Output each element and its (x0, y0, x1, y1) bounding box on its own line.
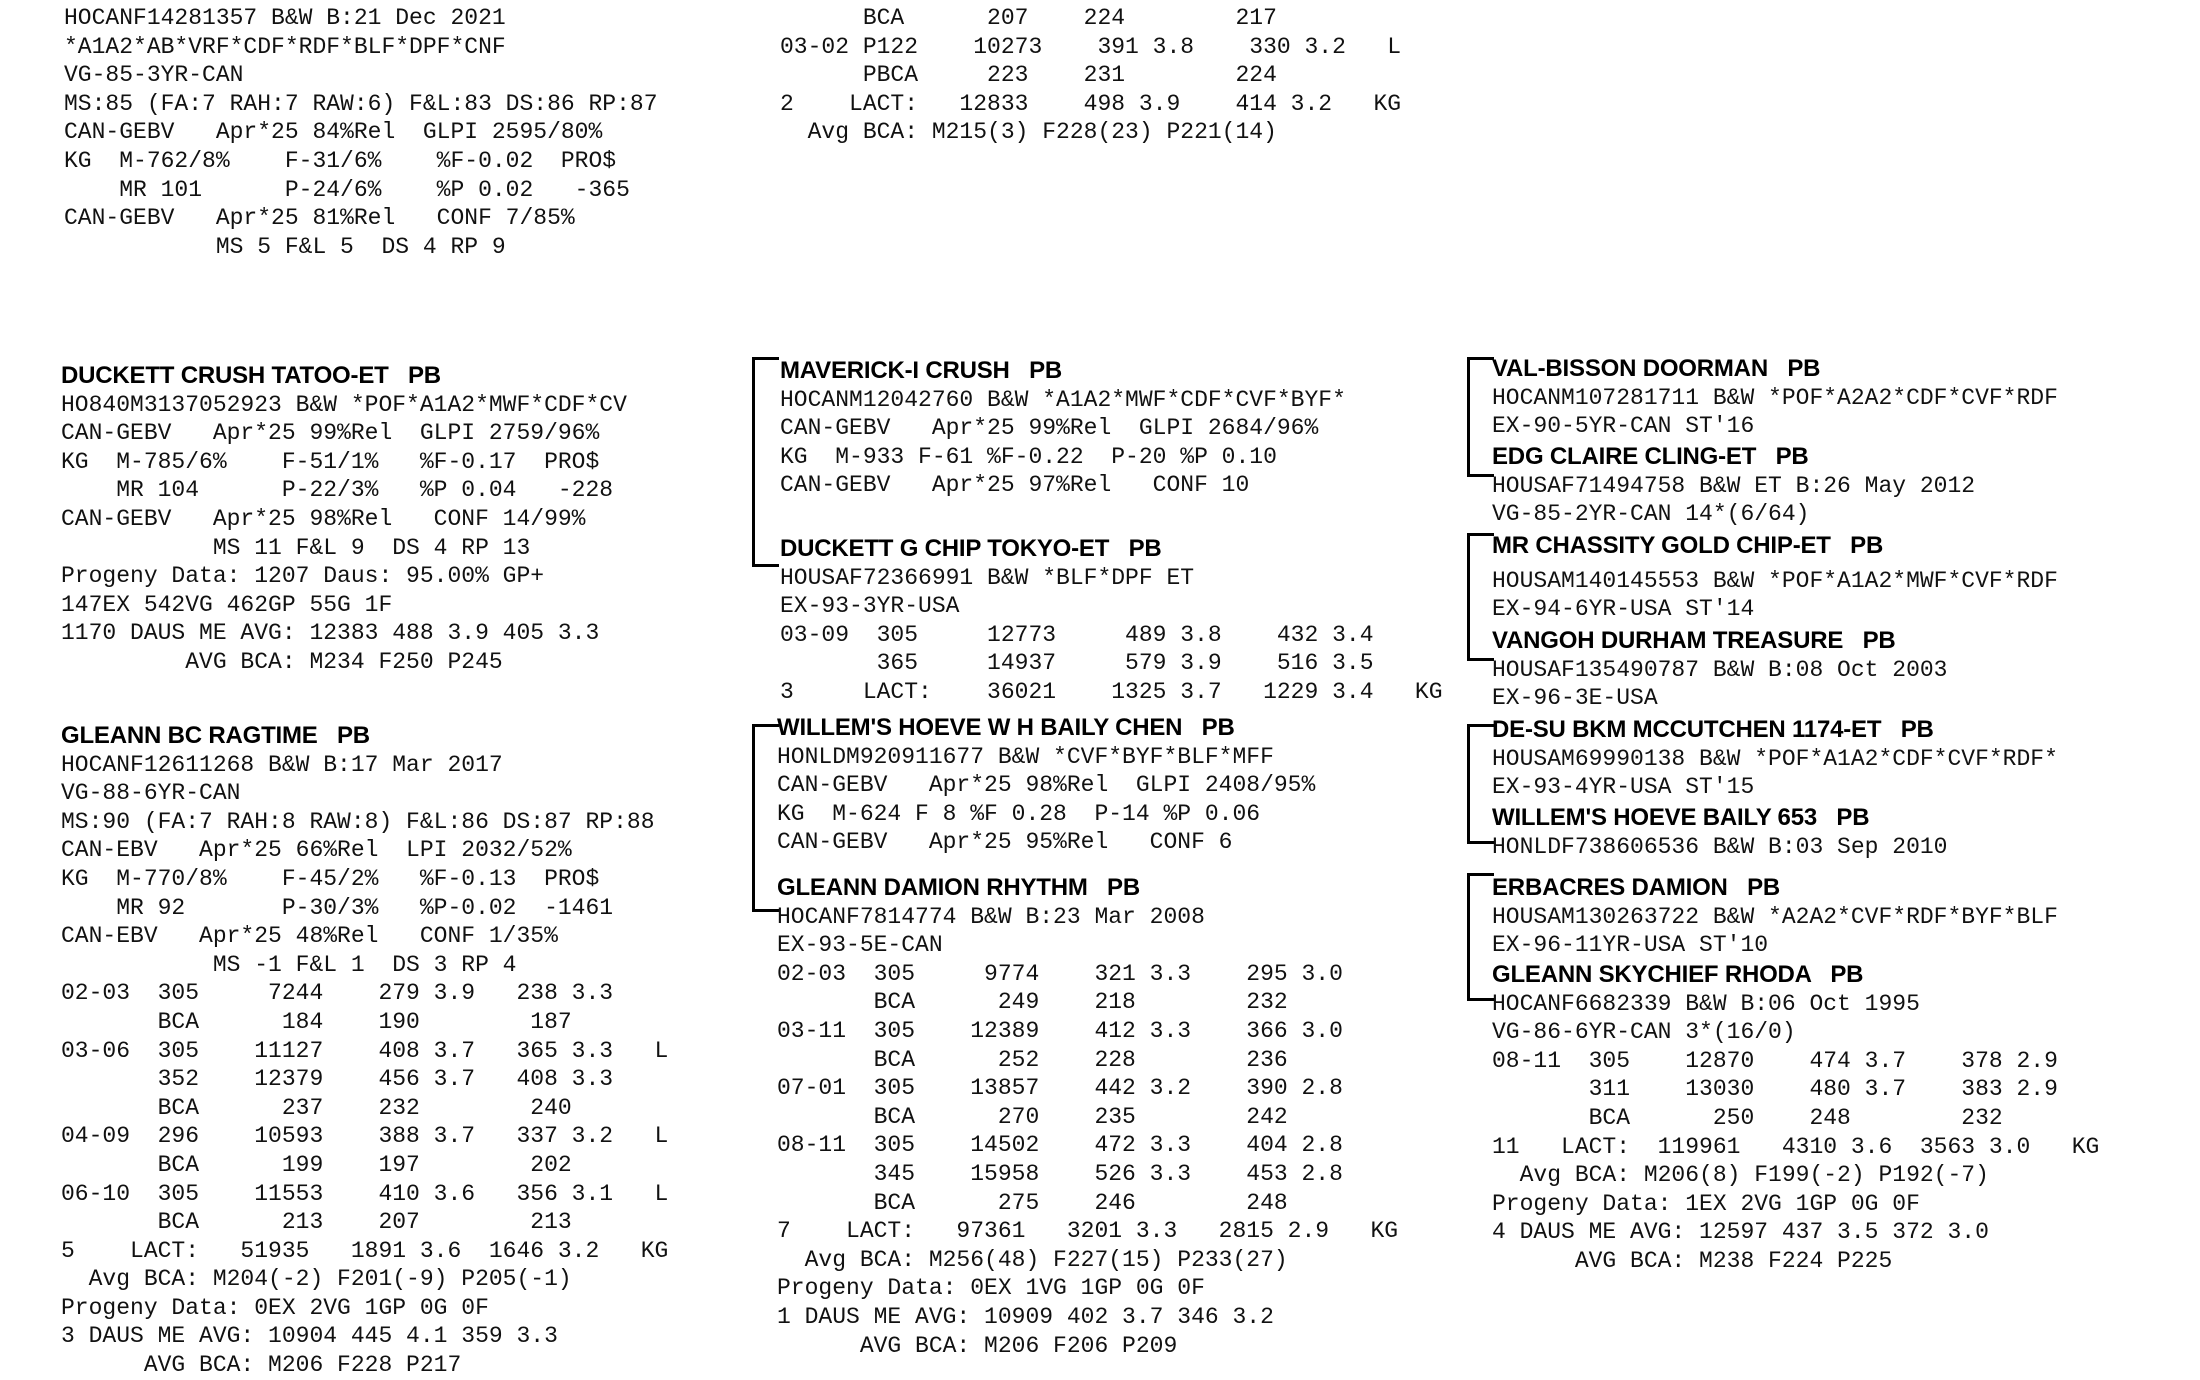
record-line: 08-11 305 14502 472 3.3 404 2.8 (777, 1132, 1343, 1159)
ssd-card (1492, 443, 1975, 529)
ddd-card (1492, 961, 2099, 1276)
animal-name: DUCKETT G CHIP TOKYO-ET PB (780, 535, 1162, 562)
animal-name: WILLEM'S HOEVE W H BAILY CHEN PB (777, 714, 1235, 741)
record-line: Avg BCA: M215(3) F228(23) P221(14) (780, 119, 1277, 146)
record-line: VG-88-6YR-CAN (61, 780, 241, 807)
sire-sire-card (780, 357, 1346, 500)
record-line: MR 101 P-24/6% %P 0.02 -365 (64, 176, 630, 203)
bracket-sire-sire-dam (752, 357, 779, 567)
record-line: MS -1 F&L 1 DS 3 RP 4 (61, 951, 517, 978)
record-line: CAN-EBV Apr*25 48%Rel CONF 1/35% (61, 923, 558, 950)
record-line: CAN-GEBV Apr*25 99%Rel GLPI 2759/96% (61, 420, 600, 447)
sire-dam-card (780, 535, 1443, 707)
record-line: 2 LACT: 12833 498 3.9 414 3.2 KG (780, 90, 1402, 117)
record-line: EX-96-11YR-USA ST'10 (1492, 932, 1769, 959)
record-line: 3 DAUS ME AVG: 10904 445 4.1 359 3.3 (61, 1323, 558, 1350)
sdd-card (1492, 627, 1947, 713)
dam-dam-card (777, 874, 1398, 1360)
record-line: Progeny Data: 0EX 1VG 1GP 0G 0F (777, 1275, 1205, 1302)
record-line: AVG BCA: M206 F228 P217 (61, 1352, 462, 1379)
record-line: 5 LACT: 51935 1891 3.6 1646 3.2 KG (61, 1237, 669, 1264)
record-line: KG M-770/8% F-45/2% %F-0.13 PRO$ (61, 865, 600, 892)
record-line: 07-01 305 13857 442 3.2 390 2.8 (777, 1075, 1343, 1102)
record-line: MS 5 F&L 5 DS 4 RP 9 (64, 233, 506, 260)
record-line: Progeny Data: 1EX 2VG 1GP 0G 0F (1492, 1190, 1920, 1217)
record-line: 03-06 305 11127 408 3.7 365 3.3 L (61, 1037, 669, 1064)
record-line: HOUSAM140145553 B&W *POF*A1A2*MWF*CVF*RDF (1492, 567, 2058, 594)
dss-card (1492, 716, 2058, 802)
record-line: 02-03 305 7244 279 3.9 238 3.3 (61, 980, 614, 1007)
record-line: 4 DAUS ME AVG: 12597 437 3.5 372 3.0 (1492, 1219, 1989, 1246)
record-line: BCA 249 218 232 (777, 989, 1288, 1016)
record-line: BCA 199 197 202 (61, 1151, 572, 1178)
record-line: KG M-933 F-61 %F-0.22 P-20 %P 0.10 (780, 443, 1277, 470)
bracket-ds-parents (1467, 724, 1494, 844)
dsd-card (1492, 804, 1947, 861)
record-line: 04-09 296 10593 388 3.7 337 3.2 L (61, 1123, 669, 1150)
record-line: Avg BCA: M204(-2) F201(-9) P205(-1) (61, 1266, 572, 1293)
record-line: CAN-GEBV Apr*25 98%Rel GLPI 2408/95% (777, 772, 1316, 799)
bracket-ss-parents (1467, 357, 1494, 477)
record-line: KG M-785/6% F-51/1% %F-0.17 PRO$ (61, 448, 600, 475)
animal-name: DE-SU BKM MCCUTCHEN 1174-ET PB (1492, 716, 1934, 743)
record-line: BCA 270 235 242 (777, 1103, 1288, 1130)
record-line: AVG BCA: M206 F206 P209 (777, 1332, 1178, 1359)
record-line: AVG BCA: M234 F250 P245 (61, 648, 503, 675)
record-line: BCA 207 224 217 (780, 5, 1277, 31)
record-line: AVG BCA: M238 F224 P225 (1492, 1247, 1893, 1274)
record-line: 3 LACT: 36021 1325 3.7 1229 3.4 KG (780, 678, 1443, 705)
record-line: KG M-762/8% F-31/6% %F-0.02 PRO$ (64, 147, 617, 174)
record-line: BCA 237 232 240 (61, 1094, 572, 1121)
record-line: CAN-GEBV Apr*25 95%Rel CONF 6 (777, 829, 1233, 856)
top-center-record (780, 4, 1401, 147)
record-line: MS 11 F&L 9 DS 4 RP 13 (61, 534, 531, 561)
sire-card (61, 362, 627, 677)
record-line: 03-02 P122 10273 391 3.8 330 3.2 L (780, 33, 1402, 60)
record-line: EX-93-3YR-USA (780, 593, 960, 620)
record-line: 03-09 305 12773 489 3.8 432 3.4 (780, 621, 1374, 648)
record-line: EX-94-6YR-USA ST'14 (1492, 596, 1755, 623)
record-line: EX-93-5E-CAN (777, 932, 943, 959)
record-line: 365 14937 579 3.9 516 3.5 (780, 650, 1374, 677)
record-line: 147EX 542VG 462GP 55G 1F (61, 591, 393, 618)
record-line: CAN-GEBV Apr*25 99%Rel GLPI 2684/96% (780, 415, 1319, 442)
record-line: HOCANF12611268 B&W B:17 Mar 2017 (61, 751, 503, 778)
record-line: MS:90 (FA:7 RAH:8 RAW:8) F&L:86 DS:87 RP:88 (61, 808, 655, 835)
record-line: EX-90-5YR-CAN ST'16 (1492, 413, 1755, 440)
record-line: HOCANM107281711 B&W *POF*A2A2*CDF*CVF*RDF (1492, 384, 2058, 411)
record-line: VG-86-6YR-CAN 3*(16/0) (1492, 1019, 1796, 1046)
record-line: 02-03 305 9774 321 3.3 295 3.0 (777, 960, 1343, 987)
record-line: MR 92 P-30/3% %P-0.02 -1461 (61, 894, 614, 921)
record-line: HOCANF7814774 B&W B:23 Mar 2008 (777, 903, 1205, 930)
record-line: 352 12379 456 3.7 408 3.3 (61, 1066, 614, 1093)
sss-card (1492, 355, 2058, 441)
dam-sire-card (777, 714, 1315, 857)
record-line: 1170 DAUS ME AVG: 12383 488 3.9 405 3.3 (61, 620, 600, 647)
record-line: CAN-GEBV Apr*25 84%Rel GLPI 2595/80% (64, 119, 603, 146)
record-line: BCA 250 248 232 (1492, 1104, 2003, 1131)
record-line: 345 15958 526 3.3 453 2.8 (777, 1160, 1343, 1187)
record-line: MS:85 (FA:7 RAH:7 RAW:6) F&L:83 DS:86 RP:87 (64, 90, 658, 117)
record-line: CAN-GEBV Apr*25 81%Rel CONF 7/85% (64, 205, 575, 232)
dds-card (1492, 874, 2058, 960)
record-line: BCA 213 207 213 (61, 1209, 572, 1236)
record-line: 06-10 305 11553 410 3.6 356 3.1 L (61, 1180, 669, 1207)
record-line: EX-96-3E-USA (1492, 685, 1658, 712)
record-line: HOUSAF72366991 B&W *BLF*DPF ET (780, 564, 1195, 591)
bracket-dam-sire-dam (752, 724, 779, 912)
record-line: VG-85-2YR-CAN 14*(6/64) (1492, 501, 1810, 528)
record-line: HOCANF14281357 B&W B:21 Dec 2021 (64, 5, 506, 31)
record-line: BCA 184 190 187 (61, 1008, 572, 1035)
record-line: HOUSAF135490787 B&W B:08 Oct 2003 (1492, 656, 1948, 683)
record-line: 11 LACT: 119961 4310 3.6 3563 3.0 KG (1492, 1133, 2100, 1160)
bracket-sd-parents (1467, 533, 1494, 661)
record-line: HONLDM920911677 B&W *CVF*BYF*BLF*MFF (777, 743, 1274, 770)
record-line: 7 LACT: 97361 3201 3.3 2815 2.9 KG (777, 1218, 1399, 1245)
animal-name: GLEANN BC RAGTIME PB (61, 722, 370, 749)
record-line: VG-85-3YR-CAN (64, 62, 244, 89)
animal-name: VANGOH DURHAM TREASURE PB (1492, 627, 1896, 654)
animal-name: ERBACRES DAMION PB (1492, 874, 1781, 901)
animal-name: GLEANN SKYCHIEF RHODA PB (1492, 961, 1864, 988)
animal-name: DUCKETT CRUSH TATOO-ET PB (61, 362, 441, 389)
record-line: CAN-GEBV Apr*25 97%Rel CONF 10 (780, 472, 1250, 499)
animal-name: EDG CLAIRE CLING-ET PB (1492, 443, 1809, 470)
top-left-record (64, 4, 658, 261)
record-line: HOUSAF71494758 B&W ET B:26 May 2012 (1492, 472, 1976, 499)
animal-name: WILLEM'S HOEVE BAILY 653 PB (1492, 804, 1870, 831)
record-line: CAN-EBV Apr*25 66%Rel LPI 2032/52% (61, 837, 572, 864)
record-line: Avg BCA: M206(8) F199(-2) P192(-7) (1492, 1162, 1989, 1189)
animal-name: VAL-BISSON DOORMAN PB (1492, 355, 1821, 382)
record-line: BCA 252 228 236 (777, 1046, 1288, 1073)
animal-name: GLEANN DAMION RHYTHM PB (777, 874, 1140, 901)
animal-name: MR CHASSITY GOLD CHIP-ET PB (1492, 532, 1884, 559)
record-line: Progeny Data: 1207 Daus: 95.00% GP+ (61, 563, 545, 590)
record-line: HO840M3137052923 B&W *POF*A1A2*MWF*CDF*CV (61, 391, 627, 418)
record-line: HOCANM12042760 B&W *A1A2*MWF*CDF*CVF*BYF* (780, 386, 1346, 413)
animal-name: MAVERICK-I CRUSH PB (780, 357, 1063, 384)
record-line: HOUSAM130263722 B&W *A2A2*CVF*RDF*BYF*BLF (1492, 903, 2058, 930)
record-line: 311 13030 480 3.7 383 2.9 (1492, 1076, 2058, 1103)
record-line: Avg BCA: M256(48) F227(15) P233(27) (777, 1246, 1288, 1273)
record-line: CAN-GEBV Apr*25 98%Rel CONF 14/99% (61, 505, 586, 532)
record-line: Progeny Data: 0EX 2VG 1GP 0G 0F (61, 1294, 489, 1321)
record-line: BCA 275 246 248 (777, 1189, 1288, 1216)
record-line: MR 104 P-22/3% %P 0.04 -228 (61, 477, 614, 504)
bracket-dd-parents (1467, 873, 1494, 1001)
record-line: HOUSAM69990138 B&W *POF*A1A2*CDF*CVF*RDF* (1492, 745, 2058, 772)
record-line: 03-11 305 12389 412 3.3 366 3.0 (777, 1017, 1343, 1044)
sds-card (1492, 532, 2058, 624)
record-line: 08-11 305 12870 474 3.7 378 2.9 (1492, 1047, 2058, 1074)
dam-card (61, 722, 668, 1380)
record-line: KG M-624 F 8 %F 0.28 P-14 %P 0.06 (777, 800, 1261, 827)
record-line: HONLDF738606536 B&W B:03 Sep 2010 (1492, 833, 1948, 860)
record-line: *A1A2*AB*VRF*CDF*RDF*BLF*DPF*CNF (64, 33, 506, 60)
record-line: PBCA 223 231 224 (780, 62, 1277, 89)
record-line: 1 DAUS ME AVG: 10909 402 3.7 346 3.2 (777, 1303, 1274, 1330)
record-line: EX-93-4YR-USA ST'15 (1492, 774, 1755, 801)
record-line: HOCANF6682339 B&W B:06 Oct 1995 (1492, 990, 1920, 1017)
